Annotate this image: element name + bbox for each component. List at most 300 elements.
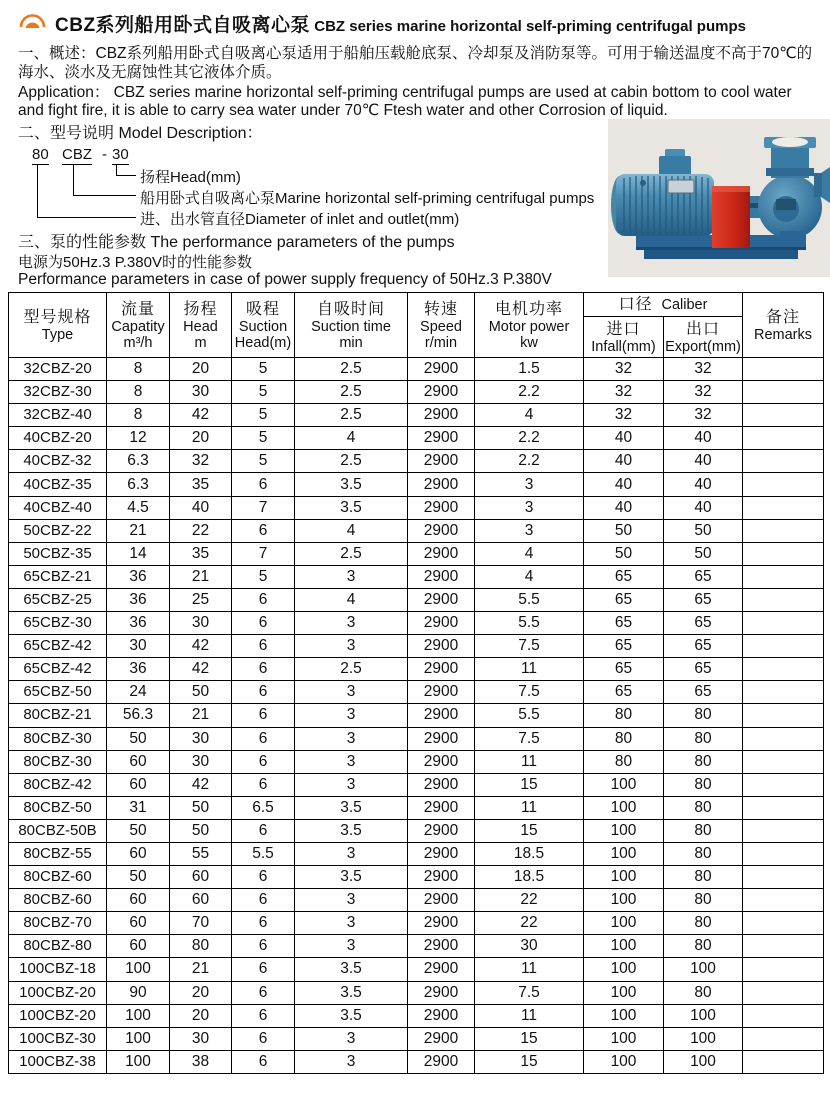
value-cell: 3 bbox=[475, 519, 584, 542]
value-cell: 4 bbox=[475, 565, 584, 588]
value-cell: 60 bbox=[170, 866, 232, 889]
value-cell: 100 bbox=[584, 819, 664, 842]
value-cell: 60 bbox=[107, 773, 170, 796]
value-cell: 32 bbox=[664, 358, 743, 381]
table-row bbox=[9, 658, 824, 681]
remarks-cell bbox=[743, 565, 824, 588]
type-cell: 100CBZ-20 bbox=[9, 1004, 107, 1027]
value-cell: 11 bbox=[475, 750, 584, 773]
value-cell: 3 bbox=[295, 612, 408, 635]
col-header-suction-time: 自吸时间 Suction time min bbox=[295, 293, 408, 358]
col-header-infall: 进口 Infall(mm) bbox=[584, 317, 664, 358]
value-cell: 3 bbox=[295, 842, 408, 865]
remarks-cell bbox=[743, 635, 824, 658]
value-cell: 42 bbox=[170, 658, 232, 681]
table-row bbox=[9, 819, 824, 842]
type-cell: 40CBZ-32 bbox=[9, 450, 107, 473]
value-cell: 80 bbox=[664, 750, 743, 773]
table-row bbox=[9, 1004, 824, 1027]
overview-paragraph-en: Application： CBZ series marine horizontal self-priming centrifugal pumps are used at cabin bottom to cool water and fight fire, it is able to carry sea water under 70℃ Ftesh water and other Corrosion of liquid. bbox=[18, 84, 792, 119]
value-cell: 65 bbox=[664, 658, 743, 681]
value-cell: 6 bbox=[232, 1027, 295, 1050]
remarks-cell bbox=[743, 427, 824, 450]
table-row bbox=[9, 519, 824, 542]
value-cell: 36 bbox=[107, 588, 170, 611]
type-cell: 80CBZ-42 bbox=[9, 773, 107, 796]
value-cell: 40 bbox=[664, 473, 743, 496]
type-cell: 80CBZ-55 bbox=[9, 842, 107, 865]
value-cell: 100 bbox=[584, 773, 664, 796]
value-cell: 6 bbox=[232, 519, 295, 542]
value-cell: 2900 bbox=[408, 404, 475, 427]
value-cell: 6 bbox=[232, 912, 295, 935]
value-cell: 6 bbox=[232, 981, 295, 1004]
value-cell: 5 bbox=[232, 381, 295, 404]
value-cell: 100 bbox=[584, 935, 664, 958]
value-cell: 6 bbox=[232, 704, 295, 727]
col-header-type bbox=[9, 293, 107, 358]
value-cell: 20 bbox=[170, 981, 232, 1004]
value-cell: 5.5 bbox=[475, 588, 584, 611]
remarks-cell bbox=[743, 796, 824, 819]
value-cell: 22 bbox=[475, 889, 584, 912]
remarks-cell bbox=[743, 681, 824, 704]
remarks-cell bbox=[743, 935, 824, 958]
value-cell: 65 bbox=[664, 588, 743, 611]
value-cell: 100 bbox=[584, 866, 664, 889]
value-cell: 4.5 bbox=[107, 496, 170, 519]
value-cell: 4 bbox=[295, 519, 408, 542]
value-cell: 3 bbox=[295, 565, 408, 588]
value-cell: 50 bbox=[584, 542, 664, 565]
value-cell: 21 bbox=[170, 565, 232, 588]
value-cell: 18.5 bbox=[475, 842, 584, 865]
value-cell: 6 bbox=[232, 588, 295, 611]
table-row bbox=[9, 750, 824, 773]
table-row bbox=[9, 1027, 824, 1050]
col-header-caliber: 口径 Caliber bbox=[584, 293, 743, 317]
value-cell: 2900 bbox=[408, 427, 475, 450]
value-cell: 65 bbox=[584, 635, 664, 658]
value-cell: 100 bbox=[584, 889, 664, 912]
value-cell: 100 bbox=[107, 1050, 170, 1073]
value-cell: 5 bbox=[232, 358, 295, 381]
value-cell: 12 bbox=[107, 427, 170, 450]
value-cell: 11 bbox=[475, 1004, 584, 1027]
type-cell: 32CBZ-30 bbox=[9, 381, 107, 404]
value-cell: 6 bbox=[232, 889, 295, 912]
value-cell: 3 bbox=[295, 1050, 408, 1073]
value-cell: 2900 bbox=[408, 381, 475, 404]
remarks-cell bbox=[743, 542, 824, 565]
value-cell: 90 bbox=[107, 981, 170, 1004]
type-cell: 40CBZ-35 bbox=[9, 473, 107, 496]
value-cell: 80 bbox=[170, 935, 232, 958]
value-cell: 42 bbox=[170, 773, 232, 796]
value-cell: 2900 bbox=[408, 727, 475, 750]
value-cell: 100 bbox=[664, 1027, 743, 1050]
remarks-cell bbox=[743, 1004, 824, 1027]
value-cell: 2900 bbox=[408, 773, 475, 796]
value-cell: 3.5 bbox=[295, 473, 408, 496]
brand-logo-icon bbox=[18, 12, 48, 34]
value-cell: 2900 bbox=[408, 1050, 475, 1073]
value-cell: 100 bbox=[664, 1004, 743, 1027]
value-cell: 6 bbox=[232, 935, 295, 958]
value-cell: 100 bbox=[107, 958, 170, 981]
value-cell: 8 bbox=[107, 404, 170, 427]
remarks-cell bbox=[743, 750, 824, 773]
value-cell: 2900 bbox=[408, 450, 475, 473]
value-cell: 50 bbox=[107, 866, 170, 889]
value-cell: 40 bbox=[664, 427, 743, 450]
value-cell: 2900 bbox=[408, 981, 475, 1004]
value-cell: 2900 bbox=[408, 473, 475, 496]
value-cell: 100 bbox=[584, 1050, 664, 1073]
value-cell: 11 bbox=[475, 658, 584, 681]
value-cell: 20 bbox=[170, 358, 232, 381]
type-cell: 100CBZ-38 bbox=[9, 1050, 107, 1073]
power-supply-note-cn: 电源为50Hz.3 P.380V时的性能参数 bbox=[18, 254, 252, 271]
table-row bbox=[9, 473, 824, 496]
type-cell: 80CBZ-50B bbox=[9, 819, 107, 842]
remarks-cell bbox=[743, 704, 824, 727]
value-cell: 32 bbox=[584, 381, 664, 404]
value-cell: 3.5 bbox=[295, 496, 408, 519]
value-cell: 100 bbox=[584, 1004, 664, 1027]
value-cell: 3 bbox=[295, 704, 408, 727]
table-row bbox=[9, 704, 824, 727]
value-cell: 80 bbox=[664, 704, 743, 727]
remarks-cell bbox=[743, 658, 824, 681]
value-cell: 24 bbox=[107, 681, 170, 704]
value-cell: 2.5 bbox=[295, 358, 408, 381]
value-cell: 8 bbox=[107, 358, 170, 381]
value-cell: 2900 bbox=[408, 750, 475, 773]
value-cell: 50 bbox=[584, 519, 664, 542]
type-cell: 80CBZ-80 bbox=[9, 935, 107, 958]
col-header-speed: 转速 Speed r/min bbox=[408, 293, 475, 358]
value-cell: 11 bbox=[475, 958, 584, 981]
value-cell: 6 bbox=[232, 681, 295, 704]
col-header-suction: 吸程 Suction Head(m) bbox=[232, 293, 295, 358]
value-cell: 60 bbox=[170, 889, 232, 912]
table-row bbox=[9, 773, 824, 796]
value-cell: 3.5 bbox=[295, 819, 408, 842]
table-row bbox=[9, 612, 824, 635]
remarks-cell bbox=[743, 519, 824, 542]
value-cell: 30 bbox=[170, 381, 232, 404]
type-cell: 80CBZ-70 bbox=[9, 912, 107, 935]
remarks-cell bbox=[743, 912, 824, 935]
value-cell: 2900 bbox=[408, 935, 475, 958]
value-cell: 60 bbox=[107, 889, 170, 912]
value-cell: 7.5 bbox=[475, 635, 584, 658]
table-row bbox=[9, 935, 824, 958]
value-cell: 65 bbox=[584, 658, 664, 681]
value-cell: 2.2 bbox=[475, 427, 584, 450]
type-cell: 50CBZ-35 bbox=[9, 542, 107, 565]
table-row bbox=[9, 727, 824, 750]
type-cell: 100CBZ-20 bbox=[9, 981, 107, 1004]
value-cell: 4 bbox=[295, 588, 408, 611]
value-cell: 2900 bbox=[408, 658, 475, 681]
value-cell: 100 bbox=[584, 958, 664, 981]
value-cell: 80 bbox=[664, 866, 743, 889]
value-cell: 80 bbox=[664, 935, 743, 958]
value-cell: 6 bbox=[232, 727, 295, 750]
value-cell: 2900 bbox=[408, 866, 475, 889]
value-cell: 42 bbox=[170, 404, 232, 427]
value-cell: 50 bbox=[107, 819, 170, 842]
value-cell: 3.5 bbox=[295, 958, 408, 981]
value-cell: 2.2 bbox=[475, 381, 584, 404]
value-cell: 5 bbox=[232, 565, 295, 588]
value-cell: 40 bbox=[664, 450, 743, 473]
value-cell: 30 bbox=[170, 750, 232, 773]
value-cell: 5.5 bbox=[475, 704, 584, 727]
model-label-series: 船用卧式自吸离心泵Marine horizontal self-priming centrifugal pumps bbox=[140, 190, 595, 207]
value-cell: 14 bbox=[107, 542, 170, 565]
value-cell: 3 bbox=[295, 912, 408, 935]
value-cell: 21 bbox=[107, 519, 170, 542]
value-cell: 65 bbox=[664, 612, 743, 635]
value-cell: 50 bbox=[664, 519, 743, 542]
model-label-size: 进、出水管直径Diameter of inlet and outlet(mm) bbox=[140, 211, 460, 228]
value-cell: 100 bbox=[584, 842, 664, 865]
value-cell: 65 bbox=[584, 612, 664, 635]
col-header-remarks: 备注 Remarks bbox=[743, 293, 824, 358]
table-row bbox=[9, 958, 824, 981]
performance-table bbox=[8, 292, 824, 1074]
type-cell: 65CBZ-50 bbox=[9, 681, 107, 704]
model-code-size: 80 bbox=[32, 146, 49, 163]
value-cell: 32 bbox=[170, 450, 232, 473]
value-cell: 40 bbox=[584, 473, 664, 496]
value-cell: 2900 bbox=[408, 958, 475, 981]
value-cell: 100 bbox=[664, 958, 743, 981]
value-cell: 60 bbox=[107, 842, 170, 865]
value-cell: 2.5 bbox=[295, 658, 408, 681]
value-cell: 50 bbox=[170, 796, 232, 819]
value-cell: 32 bbox=[584, 358, 664, 381]
table-row bbox=[9, 588, 824, 611]
value-cell: 3.5 bbox=[295, 981, 408, 1004]
value-cell: 80 bbox=[664, 981, 743, 1004]
value-cell: 30 bbox=[475, 935, 584, 958]
value-cell: 6.3 bbox=[107, 450, 170, 473]
remarks-cell bbox=[743, 404, 824, 427]
power-supply-note-en: Performance parameters in case of power supply frequency of 50Hz.3 P.380V bbox=[18, 271, 552, 288]
table-row bbox=[9, 427, 824, 450]
value-cell: 35 bbox=[170, 542, 232, 565]
value-cell: 80 bbox=[584, 704, 664, 727]
value-cell: 2900 bbox=[408, 681, 475, 704]
type-cell: 32CBZ-20 bbox=[9, 358, 107, 381]
value-cell: 2900 bbox=[408, 1027, 475, 1050]
value-cell: 42 bbox=[170, 635, 232, 658]
value-cell: 50 bbox=[170, 819, 232, 842]
value-cell: 11 bbox=[475, 796, 584, 819]
value-cell: 50 bbox=[170, 681, 232, 704]
value-cell: 2900 bbox=[408, 912, 475, 935]
remarks-cell bbox=[743, 981, 824, 1004]
value-cell: 38 bbox=[170, 1050, 232, 1073]
remarks-cell bbox=[743, 496, 824, 519]
type-cell: 65CBZ-25 bbox=[9, 588, 107, 611]
value-cell: 7 bbox=[232, 542, 295, 565]
value-cell: 7.5 bbox=[475, 681, 584, 704]
value-cell: 70 bbox=[170, 912, 232, 935]
value-cell: 5 bbox=[232, 427, 295, 450]
value-cell: 2900 bbox=[408, 819, 475, 842]
value-cell: 3.5 bbox=[295, 796, 408, 819]
value-cell: 25 bbox=[170, 588, 232, 611]
value-cell: 4 bbox=[295, 427, 408, 450]
value-cell: 2.5 bbox=[295, 450, 408, 473]
type-cell: 100CBZ-18 bbox=[9, 958, 107, 981]
model-label-head: 扬程Head(mm) bbox=[140, 169, 241, 186]
value-cell: 3 bbox=[295, 935, 408, 958]
value-cell: 18.5 bbox=[475, 866, 584, 889]
table-row bbox=[9, 404, 824, 427]
value-cell: 55 bbox=[170, 842, 232, 865]
value-cell: 80 bbox=[664, 796, 743, 819]
value-cell: 4 bbox=[475, 542, 584, 565]
value-cell: 6.5 bbox=[232, 796, 295, 819]
page-header bbox=[18, 10, 812, 36]
col-header-capacity: 流量 Capatity m³/h bbox=[107, 293, 170, 358]
value-cell: 36 bbox=[107, 658, 170, 681]
type-cell: 65CBZ-21 bbox=[9, 565, 107, 588]
remarks-cell bbox=[743, 381, 824, 404]
pump-photo bbox=[608, 119, 830, 277]
value-cell: 6.3 bbox=[107, 473, 170, 496]
value-cell: 2900 bbox=[408, 588, 475, 611]
value-cell: 2900 bbox=[408, 565, 475, 588]
value-cell: 80 bbox=[664, 727, 743, 750]
remarks-cell bbox=[743, 889, 824, 912]
value-cell: 20 bbox=[170, 427, 232, 450]
value-cell: 60 bbox=[107, 935, 170, 958]
value-cell: 6 bbox=[232, 658, 295, 681]
value-cell: 32 bbox=[664, 404, 743, 427]
type-cell: 40CBZ-40 bbox=[9, 496, 107, 519]
table-row bbox=[9, 681, 824, 704]
type-cell: 65CBZ-42 bbox=[9, 658, 107, 681]
value-cell: 5 bbox=[232, 450, 295, 473]
value-cell: 35 bbox=[170, 473, 232, 496]
type-cell: 32CBZ-40 bbox=[9, 404, 107, 427]
value-cell: 2900 bbox=[408, 704, 475, 727]
value-cell: 50 bbox=[664, 542, 743, 565]
value-cell: 6 bbox=[232, 1050, 295, 1073]
table-row bbox=[9, 796, 824, 819]
value-cell: 3 bbox=[475, 473, 584, 496]
value-cell: 2900 bbox=[408, 889, 475, 912]
table-row bbox=[9, 496, 824, 519]
value-cell: 60 bbox=[107, 912, 170, 935]
value-cell: 3 bbox=[295, 750, 408, 773]
type-cell: 100CBZ-30 bbox=[9, 1027, 107, 1050]
value-cell: 32 bbox=[664, 381, 743, 404]
value-cell: 50 bbox=[107, 727, 170, 750]
value-cell: 30 bbox=[170, 727, 232, 750]
value-cell: 7.5 bbox=[475, 981, 584, 1004]
value-cell: 65 bbox=[664, 681, 743, 704]
value-cell: 1.5 bbox=[475, 358, 584, 381]
model-code-head: 30 bbox=[112, 146, 129, 163]
type-cell: 80CBZ-30 bbox=[9, 727, 107, 750]
value-cell: 65 bbox=[664, 635, 743, 658]
value-cell: 2900 bbox=[408, 612, 475, 635]
value-cell: 3.5 bbox=[295, 1004, 408, 1027]
value-cell: 8 bbox=[107, 381, 170, 404]
value-cell: 100 bbox=[107, 1027, 170, 1050]
value-cell: 20 bbox=[170, 1004, 232, 1027]
value-cell: 15 bbox=[475, 1050, 584, 1073]
col-header-motor-power: 电机功率 Motor power kw bbox=[475, 293, 584, 358]
table-row bbox=[9, 1050, 824, 1073]
value-cell: 15 bbox=[475, 773, 584, 796]
value-cell: 2900 bbox=[408, 358, 475, 381]
value-cell: 30 bbox=[107, 635, 170, 658]
value-cell: 80 bbox=[664, 842, 743, 865]
value-cell: 80 bbox=[584, 750, 664, 773]
value-cell: 65 bbox=[584, 681, 664, 704]
model-description-heading: 二、型号说明 Model Description： bbox=[18, 125, 263, 142]
table-row bbox=[9, 635, 824, 658]
remarks-cell bbox=[743, 473, 824, 496]
table-row bbox=[9, 542, 824, 565]
performance-heading: 三、泵的性能参数 The performance parameters of the pumps bbox=[18, 234, 455, 251]
value-cell: 30 bbox=[170, 1027, 232, 1050]
value-cell: 100 bbox=[664, 1050, 743, 1073]
value-cell: 7 bbox=[232, 496, 295, 519]
remarks-cell bbox=[743, 819, 824, 842]
overview-paragraph-cn: 一、概述：CBZ系列船用卧式自吸离心泵适用于船舶压载舱底泵、冷却泵及消防泵等。可用于输送温度不高于70℃的海水、淡水及无腐蚀性其它液体介质。 bbox=[18, 45, 813, 81]
value-cell: 80 bbox=[664, 773, 743, 796]
value-cell: 40 bbox=[170, 496, 232, 519]
value-cell: 2900 bbox=[408, 635, 475, 658]
value-cell: 36 bbox=[107, 565, 170, 588]
model-code-dash: - bbox=[102, 146, 107, 163]
value-cell: 100 bbox=[584, 796, 664, 819]
table-row bbox=[9, 889, 824, 912]
value-cell: 40 bbox=[584, 450, 664, 473]
value-cell: 80 bbox=[664, 889, 743, 912]
remarks-cell bbox=[743, 958, 824, 981]
value-cell: 80 bbox=[584, 727, 664, 750]
value-cell: 7.5 bbox=[475, 727, 584, 750]
value-cell: 5 bbox=[232, 404, 295, 427]
value-cell: 80 bbox=[664, 912, 743, 935]
value-cell: 3 bbox=[295, 773, 408, 796]
value-cell: 56.3 bbox=[107, 704, 170, 727]
remarks-cell bbox=[743, 1050, 824, 1073]
value-cell: 100 bbox=[584, 912, 664, 935]
value-cell: 3 bbox=[295, 681, 408, 704]
type-cell: 50CBZ-22 bbox=[9, 519, 107, 542]
value-cell: 40 bbox=[664, 496, 743, 519]
col-header-type-cn: 型号规格 bbox=[23, 308, 92, 326]
value-cell: 2900 bbox=[408, 796, 475, 819]
value-cell: 6 bbox=[232, 1004, 295, 1027]
value-cell: 15 bbox=[475, 819, 584, 842]
table-row bbox=[9, 358, 824, 381]
table-row bbox=[9, 381, 824, 404]
value-cell: 3.5 bbox=[295, 866, 408, 889]
